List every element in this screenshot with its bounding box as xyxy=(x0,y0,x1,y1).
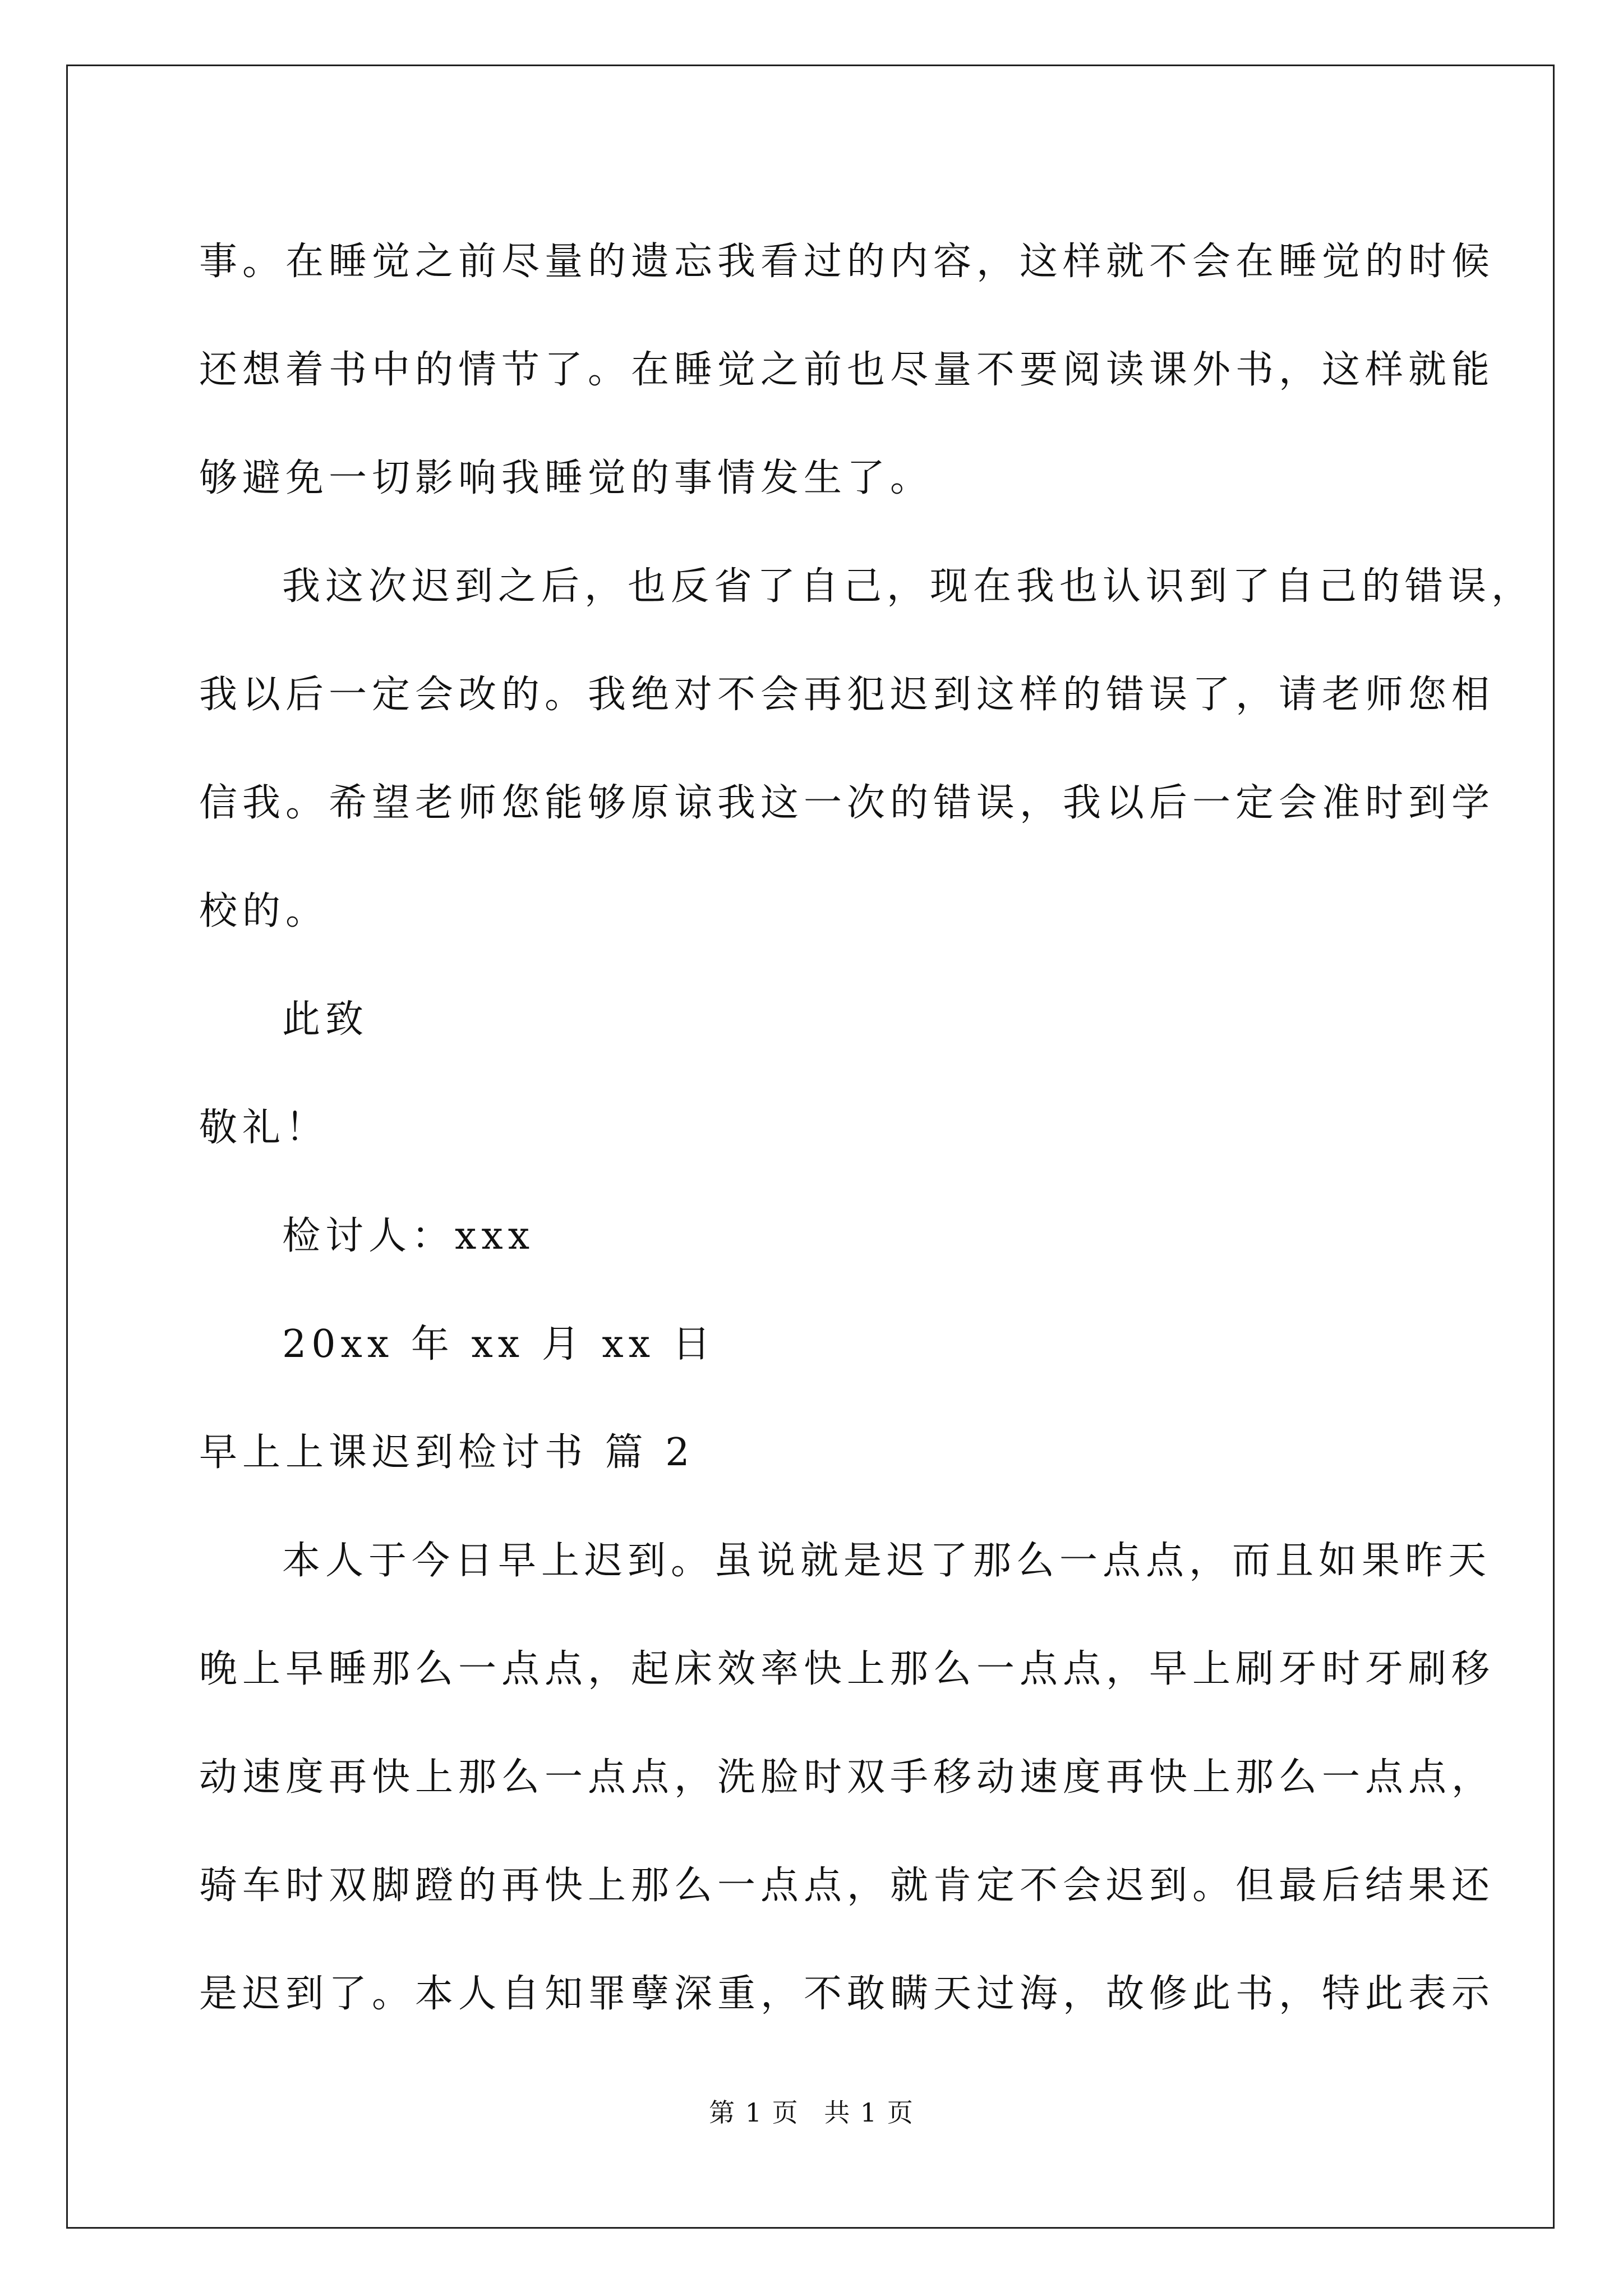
text-line: 事。在睡觉之前尽量的遗忘我看过的内容，这样就不会在睡觉的时候 xyxy=(199,240,1495,284)
text-line: 我以后一定会改的。我绝对不会再犯迟到这样的错误了，请老师您相 xyxy=(199,673,1495,717)
text-line: 我这次迟到之后，也反省了自己，现在我也认识到了自己的错误， xyxy=(282,564,1535,609)
text-line: 本人于今日早上迟到。虽说就是迟了那么一点点，而且如果昨天 xyxy=(282,1539,1492,1583)
text-line: 动速度再快上那么一点点，洗脸时双手移动速度再快上那么一点点， xyxy=(199,1755,1495,1800)
text-line: 晚上早睡那么一点点，起床效率快上那么一点点，早上刷牙时牙刷移 xyxy=(199,1647,1495,1691)
date-line: 20xx 年 xx 月 xx 日 xyxy=(282,1322,716,1366)
signature-line: 检讨人：xxx xyxy=(282,1214,535,1258)
section-heading: 早上上课迟到检讨书 篇 2 xyxy=(199,1430,695,1475)
text-line: 校的。 xyxy=(199,889,329,933)
text-line: 够避免一切影响我睡觉的事情发生了。 xyxy=(199,456,934,500)
page-footer xyxy=(0,2092,1623,2129)
page-number-total: 共 1 页 xyxy=(824,2097,914,2128)
page-number-current: 第 1 页 xyxy=(709,2097,799,2128)
text-line: 信我。希望老师您能够原谅我这一次的错误，我以后一定会准时到学 xyxy=(199,781,1495,825)
document-body xyxy=(199,208,1535,2048)
text-line: 是迟到了。本人自知罪孽深重，不敢瞒天过海，故修此书，特此表示 xyxy=(199,1972,1495,2016)
text-line: 骑车时双脚蹬的再快上那么一点点，就肯定不会迟到。但最后结果还 xyxy=(199,1864,1495,1908)
salutation-closing: 敬礼！ xyxy=(199,1106,329,1150)
salutation-line: 此致 xyxy=(282,997,369,1042)
text-line: 还想着书中的情节了。在睡觉之前也尽量不要阅读课外书，这样就能 xyxy=(199,348,1495,392)
